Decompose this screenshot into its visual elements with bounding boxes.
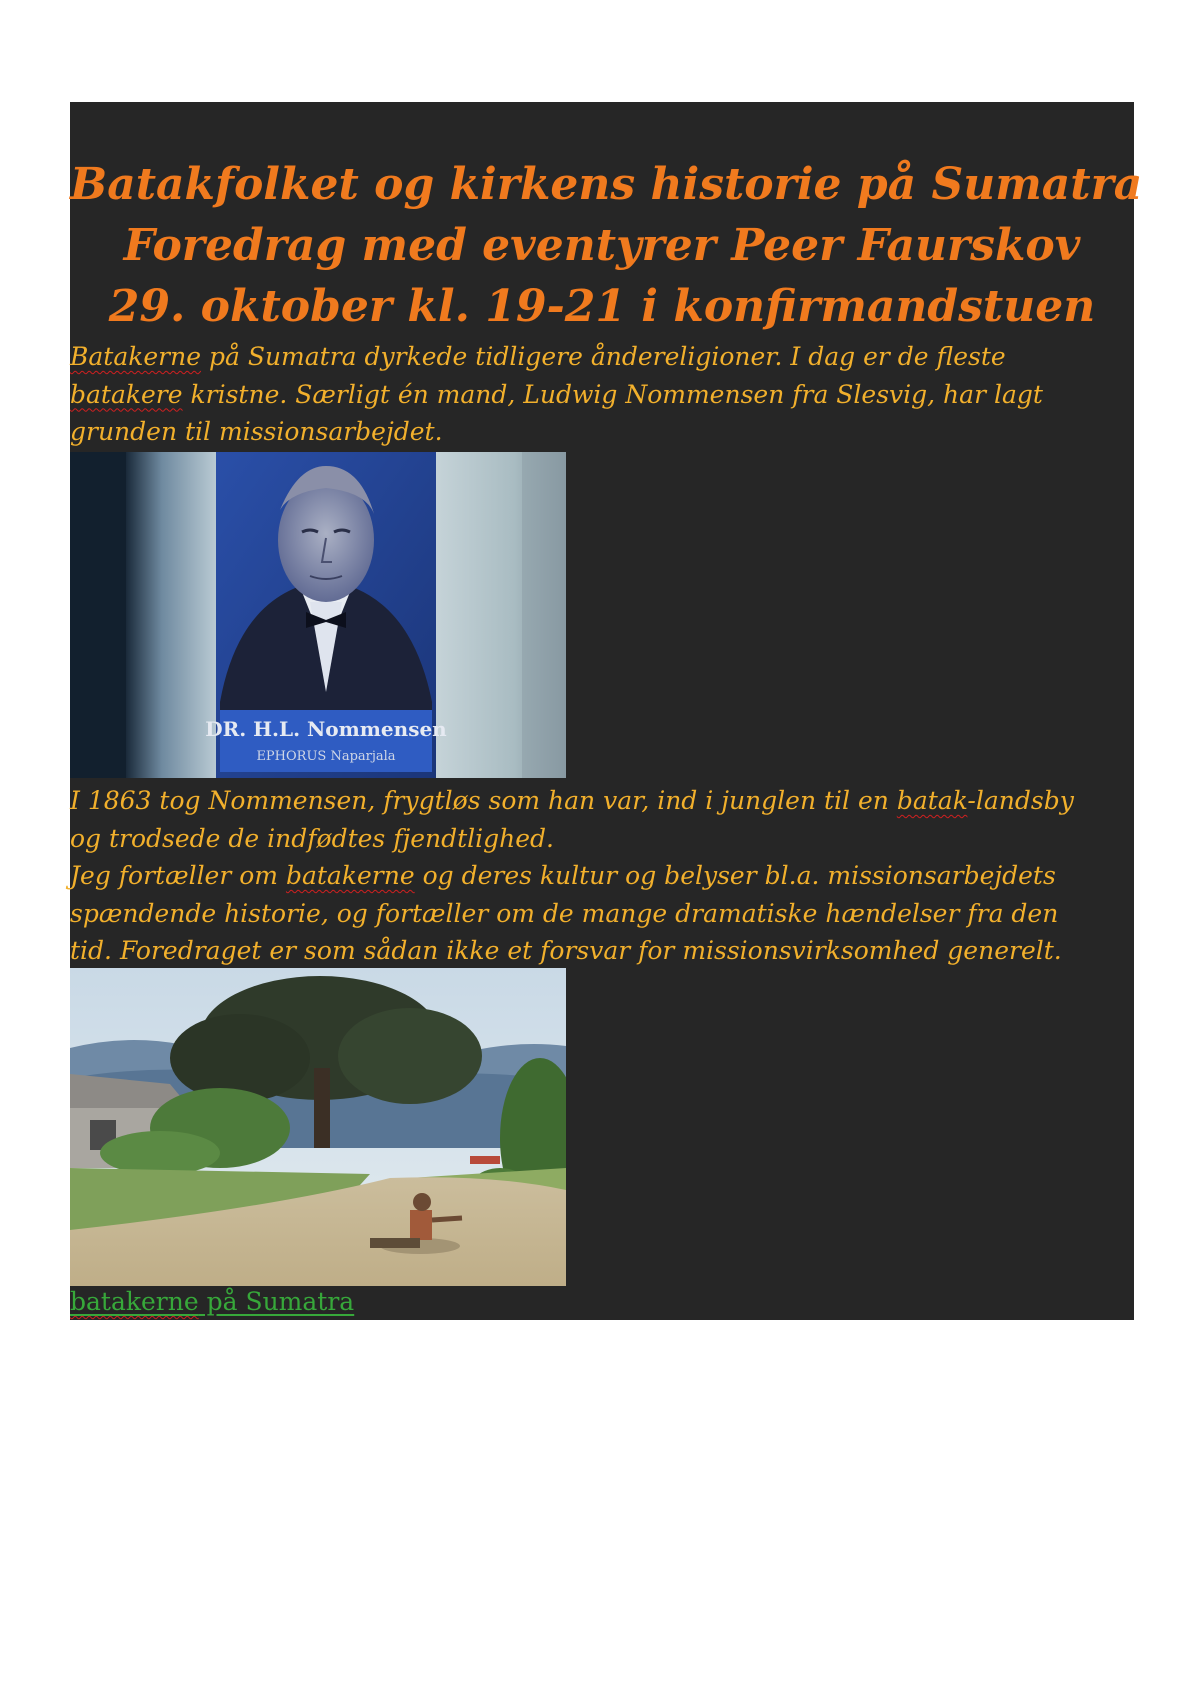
intro-line-3: grunden til missionsarbejdet. <box>70 417 443 446</box>
intro-paragraph <box>70 338 1134 451</box>
intro-text: kristne. Særligt én mand, Ludwig Nommensen fra Slesvig, har lagt <box>182 379 1043 409</box>
nommensen-portrait-photo <box>70 452 566 778</box>
intro-line-2 <box>70 376 1134 414</box>
title-line-3: 29. oktober kl. 19-21 i konfirmandstuen <box>108 281 1096 332</box>
story-text: og deres kultur og belyser bl.a. missionsarbejdets <box>414 861 1056 890</box>
story-line-3 <box>70 857 1134 895</box>
intro-text: på Sumatra dyrkede tidligere åndereligioner. I dag er de fleste <box>201 342 1006 371</box>
batak-link[interactable] <box>70 1284 354 1320</box>
story-text: -landsby <box>967 786 1074 815</box>
spellcheck-word: Batakerne <box>70 342 202 371</box>
story-text: I 1863 tog Nommensen, frygtløs som han var, ind i junglen til en <box>70 786 897 815</box>
story-line-4: spændende historie, og fortæller om de mange dramatiske hændelser fra den <box>70 898 1059 928</box>
flyer-panel <box>70 102 1143 1320</box>
spellcheck-word: batakerne <box>285 861 415 890</box>
title-line-1: Batakfolket og kirkens historie på Sumatra <box>70 159 1143 210</box>
story-line-2: og trodsede de indfødtes fjendtlighed. <box>70 823 554 853</box>
link-text: på Sumatra <box>198 1287 355 1316</box>
story-text: Jeg fortæller om <box>70 861 286 890</box>
spellcheck-word: batakere <box>70 379 183 409</box>
spellcheck-word: batakerne <box>70 1287 199 1316</box>
spellcheck-word: batak <box>896 786 968 815</box>
portrait-name-plate: DR. H.L. Nommensen <box>205 717 447 741</box>
portrait-plate-subtitle: EPHORUS Naparjala <box>256 749 396 764</box>
story-line-1 <box>70 782 1134 820</box>
intro-line-1 <box>70 338 1134 376</box>
title-line-2: Foredrag med eventyrer Peer Faurskov <box>123 220 1081 271</box>
story-paragraph <box>70 782 1134 970</box>
flyer-title <box>70 154 1143 337</box>
batak-village-photo <box>70 968 566 1286</box>
story-line-5: tid. Foredraget er som sådan ikke et forsvar for missionsvirksomhed generelt. <box>70 936 1062 965</box>
